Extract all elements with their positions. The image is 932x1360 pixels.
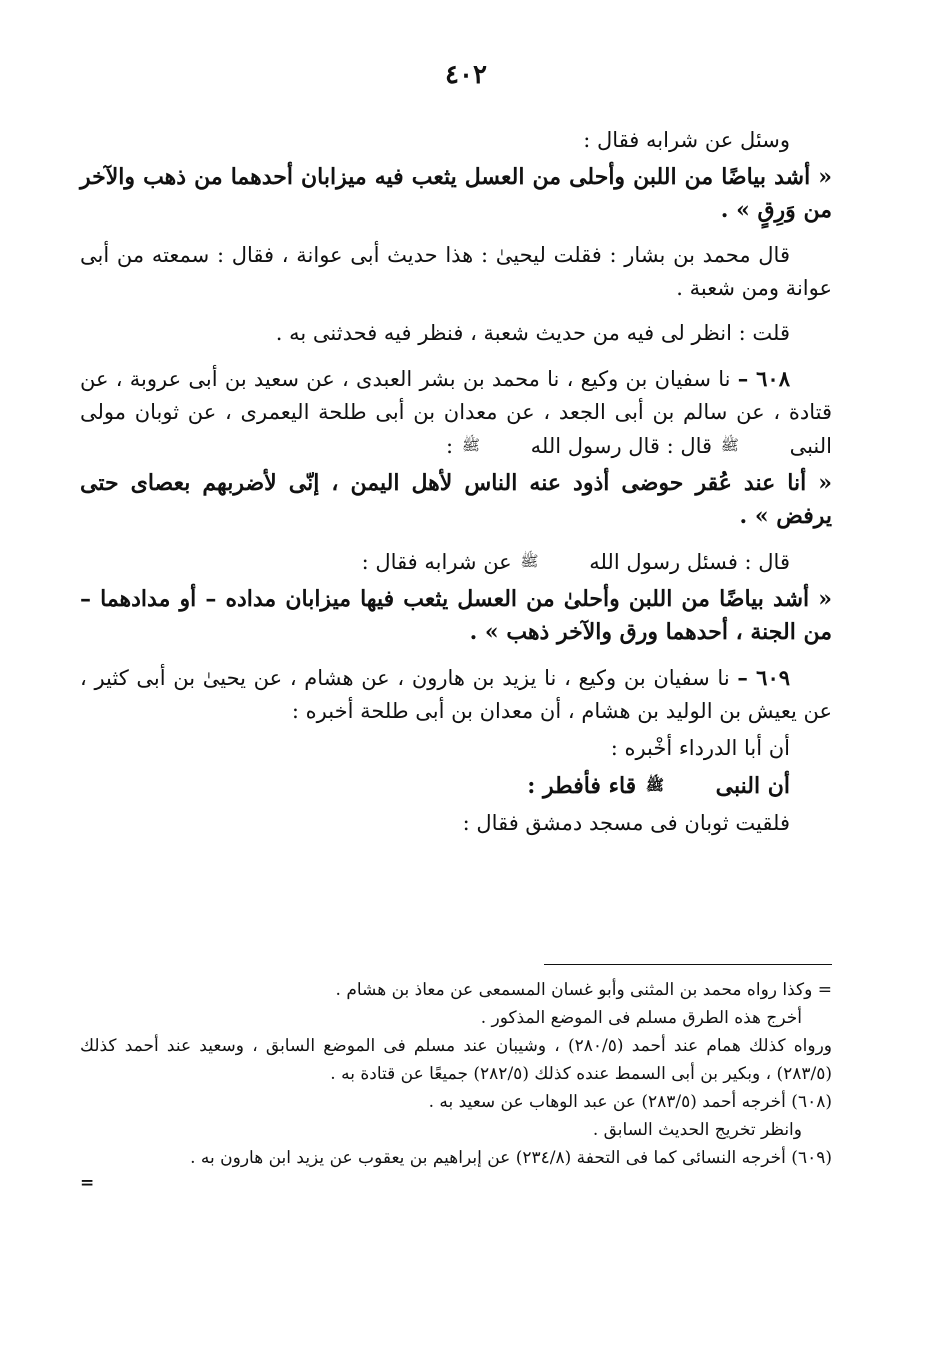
paragraph-ibn-bashar: قال محمد بن بشار : فقلت ليحيىٰ : هذا حديث أبى عوانة ، فقال : سمعته من أبى عوانة ومن شعبة . — [80, 243, 832, 300]
footnote-609: (٦٠٩) أخرجه النسائى كما فى التحفة (٢٣٤/٨) عن إبراهيم بن يعقوب عن يزيد ابن هارون به . — [190, 1148, 832, 1168]
honorific-glyph: ﷺ — [645, 776, 664, 794]
hadith-609-isnad — [80, 661, 832, 728]
paragraph-abu-darda: أن أبا الدرداء أخْبره : — [610, 736, 790, 760]
question-2-text-b: عن شرابه فقال : — [361, 550, 512, 574]
hadith-number-609: ٦٠٩ – — [737, 665, 791, 690]
page-number: ٤٠٢ — [445, 60, 487, 90]
hadith-quote-3: « أشد بياضًا من اللبن وأحلىٰ من العسل يثعب فيها ميزابان مداده – أو مدادهما – من الجنة ، أحدهما ورق والآخر ذهب » . — [80, 586, 832, 645]
hadith-number-608: ٦٠٨ – — [737, 366, 790, 391]
honorific-glyph: ﷺ — [520, 552, 539, 570]
paragraph-question-drink-2 — [80, 545, 832, 579]
continuation-mark: = — [80, 1173, 95, 1193]
hadith-quote-4 — [80, 769, 832, 803]
footnotes — [80, 976, 832, 1194]
paragraph-thawban-damascus: فلقيت ثوبان فى مسجد دمشق فقال : — [462, 811, 790, 835]
isnad-609-text: نا سفيان بن وكيع ، نا يزيد بن هارون ، عن هشام ، عن يحيىٰ بن أبى كثير ، عن يعيش بن الوليد بن هشام ، أن معدان بن أبى طلحة أخبره : — [80, 666, 832, 723]
quote-4-text-b: قاء فأفطر : — [527, 773, 637, 799]
question-2-text-a: قال : فسئل رسول الله — [589, 550, 790, 574]
quote-4-text-a: أن النبى — [715, 773, 790, 799]
footnote-line: = وكذا رواه محمد بن المثنى وأبو غسان المسمعى عن معاذ بن هشام . — [335, 980, 832, 1000]
honorific-glyph: ﷺ — [461, 436, 480, 454]
isnad-608-text-2: قال : قال رسول الله — [530, 434, 713, 458]
hadith-quote-1: « أشد بياضًا من اللبن وأحلى من العسل يثعب فيه ميزابان أحدهما من ذهب والآخر من وَرِقٍ » . — [80, 164, 832, 223]
honorific-glyph: ﷺ — [720, 436, 739, 454]
footnote-divider — [544, 964, 832, 965]
main-text — [80, 124, 832, 844]
isnad-608-colon: : — [446, 434, 454, 458]
hadith-608-isnad — [80, 362, 832, 463]
hadith-quote-2: « أنا عند عُقر حوضى أذود عنه الناس لأهل اليمن ، إنّى لأضربهم بعصاى حتى يرفض » . — [80, 470, 832, 529]
footnote-line: ورواه كذلك همام عند أحمد (٢٨٠/٥) ، وشيبان عند مسلم فى الموضع السابق ، وسعيد عند أحمد كذلك (٢٨٣/٥) ، وبكير بن أبى السمط عنده كذلك (٢٨٢/٥) جميعًا عن قتادة به . — [80, 1036, 832, 1084]
isnad-608-text: نا سفيان بن وكيع ، نا محمد بن بشر العبدى ، عن سعيد بن أبى عروبة ، عن قتادة ، عن سالم بن أبى الجعد ، عن معدان بن أبى طلحة اليعمرى ، عن ثوبان مولى النبى — [80, 367, 832, 458]
paragraph-question-drink: وسئل عن شرابه فقال : — [583, 128, 790, 152]
footnote-line: أخرج هذه الطرق مسلم فى الموضع المذكور . — [480, 1008, 802, 1028]
footnote-line: وانظر تخريج الحديث السابق . — [592, 1120, 802, 1140]
footnote-608: (٦٠٨) أخرجه أحمد (٢٨٣/٥) عن عبد الوهاب عن سعيد به . — [428, 1092, 832, 1112]
paragraph-shuba: قلت : انظر لى فيه من حديث شعبة ، فنظر فيه فحدثنى به . — [275, 321, 790, 345]
